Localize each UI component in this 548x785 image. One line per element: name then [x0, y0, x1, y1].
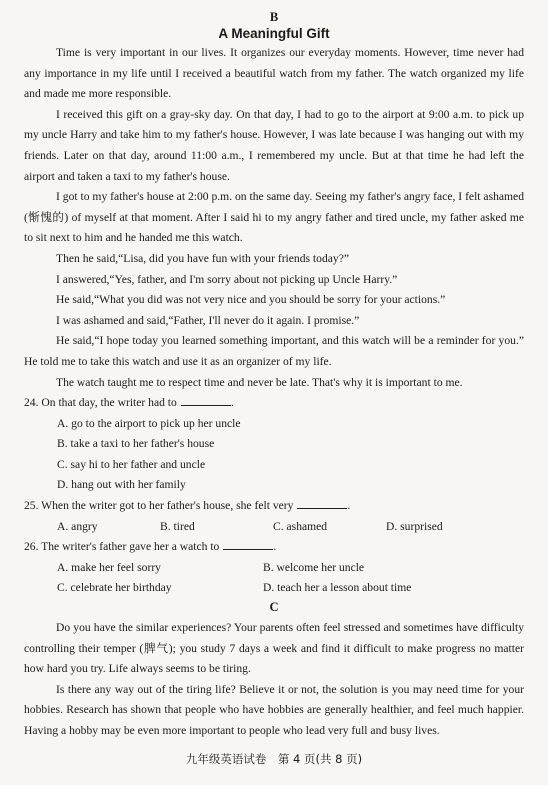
q26-options [57, 558, 524, 599]
passage-title: A Meaningful Gift [218, 26, 330, 41]
c-paragraph-2: Is there any way out of the tiring life? Believe it or not, the solution is you may need time for your hobbies. Research has shown that people who have hobbies are generally healthier, and feel much happier. Having a hobby may be even more important to people who lead very full and busy lives. [24, 682, 524, 737]
dialogue-line-3: He said,“What you did was not very nice and you should be sorry for your actions.” [56, 293, 446, 307]
q25-option-a: A. angry [57, 519, 98, 533]
question-25: 25. When the writer got to her father's house, she felt very . [24, 499, 351, 513]
page-footer: 九年级英语试卷 第 4 页(共 8 页) [185, 752, 363, 766]
answer-blank [297, 498, 347, 509]
q26-option-c: C. celebrate her birthday [57, 581, 172, 595]
section-c-label: C [269, 600, 279, 615]
q24-option-d: D. hang out with her family [57, 478, 186, 492]
q25-option-c: C. ashamed [273, 519, 328, 533]
q24-option-a: A. go to the airport to pick up her uncle [57, 416, 241, 430]
q26-option-a: A. make her feel sorry [57, 560, 161, 574]
q25-option-b: B. tired [160, 519, 195, 533]
q24-option-c: C. say hi to her father and uncle [57, 457, 206, 471]
q26-option-d: D. teach her a lesson about time [263, 581, 412, 595]
question-24: 24. On that day, the writer had to . [24, 396, 234, 410]
question-24-stem: 24. On that day, the writer had to [24, 396, 177, 410]
question-26-stem: 26. The writer's father gave her a watch to [24, 540, 220, 554]
question-26: 26. The writer's father gave her a watch to . [24, 540, 277, 554]
dialogue-line-2: I answered,“Yes, father, and I'm sorry about not picking up Uncle Harry.” [56, 272, 398, 286]
paragraph-conclusion: The watch taught me to respect time and never be late. That's why it is important to me. [56, 375, 463, 389]
c-paragraph-1: Do you have the similar experiences? Your parents often feel stressed and sometimes have difficulty controlling their temper (脾气); you study 7 days a week and find it difficult to make progress no matter how hard you try. Life always seems to be tiring. [24, 621, 524, 676]
question-25-stem: 25. When the writer got to her father's house, she felt very [24, 499, 294, 513]
q25-option-d: D. surprised [386, 519, 443, 533]
q24-option-b: B. take a taxi to her father's house [57, 437, 215, 451]
paragraph-3: I got to my father's house at 2:00 p.m. on the same day. Seeing my father's angry face, I felt ashamed (惭愧的) of myself at that moment. After I said hi to my angry father and tired uncle, my father asked me to sit next to him and he handed me this watch. [24, 190, 524, 245]
answer-blank [223, 539, 273, 550]
answer-blank [181, 395, 231, 406]
paragraph-2: I received this gift on a gray-sky day. On that day, I had to go to the airport at 9:00 a.m. to pick up my uncle Harry and take him to my father's house. However, I was late because I was hanging out with my friends. Later on that day, around 11:00 a.m., I remembered my uncle. But at that time he had left the airport and taken a taxi to my father's house. [24, 107, 524, 183]
q26-option-b: B. welcome her uncle [263, 560, 365, 574]
paragraph-reminder: He said,“I hope today you learned something important, and this watch will be a reminder for you.” He told me to take this watch and use it as an organizer of my life. [24, 334, 524, 368]
dialogue-line-4: I was ashamed and said,“Father, I'll never do it again. I promise.” [56, 313, 360, 327]
paragraph-1: Time is very important in our lives. It organizes our everyday moments. However, time never had any importance in my life until I received a beautiful watch from my father. The watch organized my life and made me more responsible. [24, 46, 524, 101]
dialogue-line-1: Then he said,“Lisa, did you have fun with your friends today?” [56, 251, 349, 265]
section-b-label: B [269, 10, 279, 24]
q25-options [57, 517, 524, 538]
